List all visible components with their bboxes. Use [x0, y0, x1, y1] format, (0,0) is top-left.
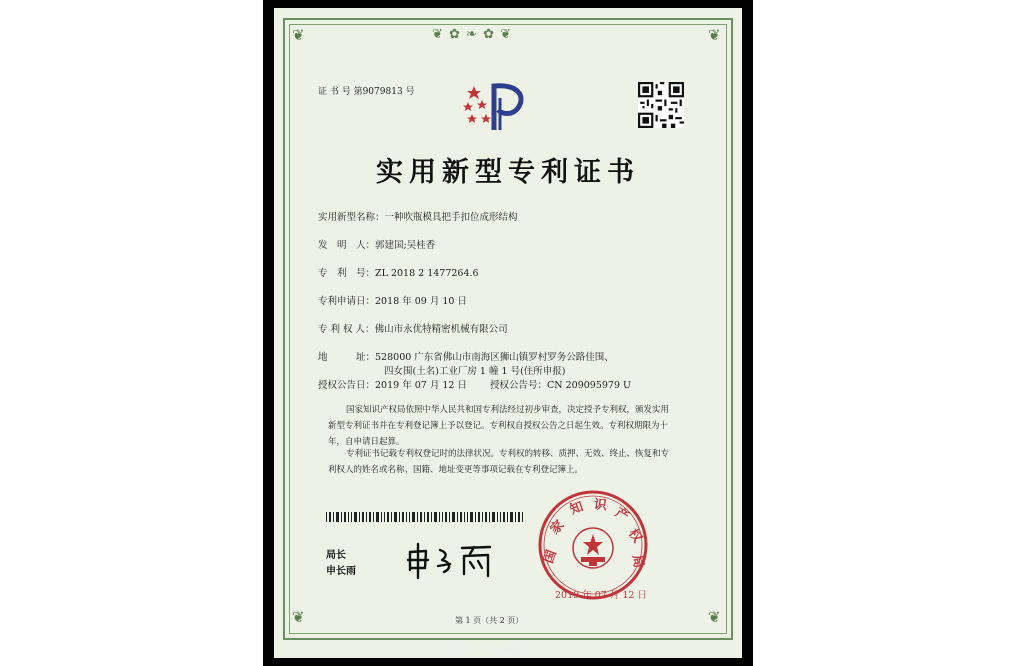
patent-office-logo-icon: [460, 78, 540, 134]
director-name-label: 申长雨: [326, 566, 356, 577]
field-value: 2018 年 09 月 10 日: [375, 296, 467, 307]
official-seal-icon: [536, 488, 650, 602]
corner-ornament-icon: ❦: [292, 608, 306, 626]
top-ornament-icon: ❦ ✿ ❧ ✿ ❦: [432, 27, 512, 42]
qr-code-icon: [638, 82, 684, 128]
field-grant-number: [490, 377, 631, 391]
grant-date-value: 2019 年 07 月 12 日: [375, 380, 467, 391]
seal-date: 2019 年 07 月 12 日: [555, 590, 647, 601]
field-label: 实用新型名称：: [318, 212, 385, 223]
svg-text:局: 局: [628, 553, 646, 570]
svg-text:国: 国: [541, 548, 560, 566]
field-application-date: [318, 293, 467, 307]
field-address: [318, 349, 614, 363]
field-patentee: [318, 321, 508, 335]
grant-date-label: 授权公告日：: [318, 380, 376, 391]
svg-text:家: 家: [547, 517, 568, 538]
field-address-line2: [384, 363, 566, 377]
svg-text:识: 识: [593, 497, 608, 514]
footer-note: 其他事项参见背面: [455, 644, 519, 653]
svg-text:权: 权: [624, 526, 645, 546]
field-label: 专 利 权 人：: [318, 324, 375, 335]
field-name: [318, 209, 518, 223]
barcode-icon: [326, 512, 526, 522]
grant-paragraph: 国家知识产权局依照中华人民共和国专利法经过初步审查，决定授予专利权，颁发实用新型专利证书并在专利登记簿上予以登记。专利权自授权公告之日起生效。专利权期限为十年，自申请日起算。: [328, 405, 670, 447]
corner-ornament-icon: ❦: [708, 26, 722, 44]
field-label: 发 明 人：: [318, 240, 376, 251]
field-value: ZL 2018 2 1477264.6: [375, 268, 479, 279]
field-label: 地 址：: [318, 352, 376, 363]
certificate-number: 证 书 号 第9079813 号: [318, 87, 415, 97]
corner-ornament-icon: ❦: [708, 608, 722, 626]
field-value: 郭建国;吴桂香: [375, 240, 436, 251]
svg-text:知: 知: [568, 499, 586, 518]
page-number: 第 1 页（共 2 页）: [455, 616, 524, 625]
field-value: 佛山市永优特精密机械有限公司: [374, 324, 508, 335]
certificate-title: 实用新型专利证书: [376, 157, 640, 188]
field-label: 专 利 号：: [318, 268, 376, 279]
svg-text:产: 产: [612, 505, 632, 525]
field-value: 四女围(土名)工业厂房 1 幢 1 号(住所申报): [384, 366, 566, 377]
field-label: 专利申请日：: [318, 296, 376, 307]
handwritten-signature-icon: [404, 540, 499, 580]
field-value: 一种吹瓶模具把手扣位成形结构: [384, 212, 518, 223]
director-title-label: 局长: [326, 550, 346, 561]
field-value: 528000 广东省佛山市南海区狮山镇罗村罗务公路佳围、: [375, 352, 614, 363]
field-grant: [318, 377, 467, 391]
grant-number-value: CN 209095979 U: [547, 380, 632, 391]
grant-number-label: 授权公告号：: [490, 380, 548, 391]
legal-paragraph: 专利证书记载专利权登记时的法律状况。专利权的转移、质押、无效、终止、恢复和专利权人的姓名或名称、国籍、地址变更等事项记载在专利登记簿上。: [328, 449, 670, 475]
field-patent-number: [318, 265, 479, 279]
corner-ornament-icon: ❦: [292, 26, 306, 44]
field-inventor: [318, 237, 435, 251]
